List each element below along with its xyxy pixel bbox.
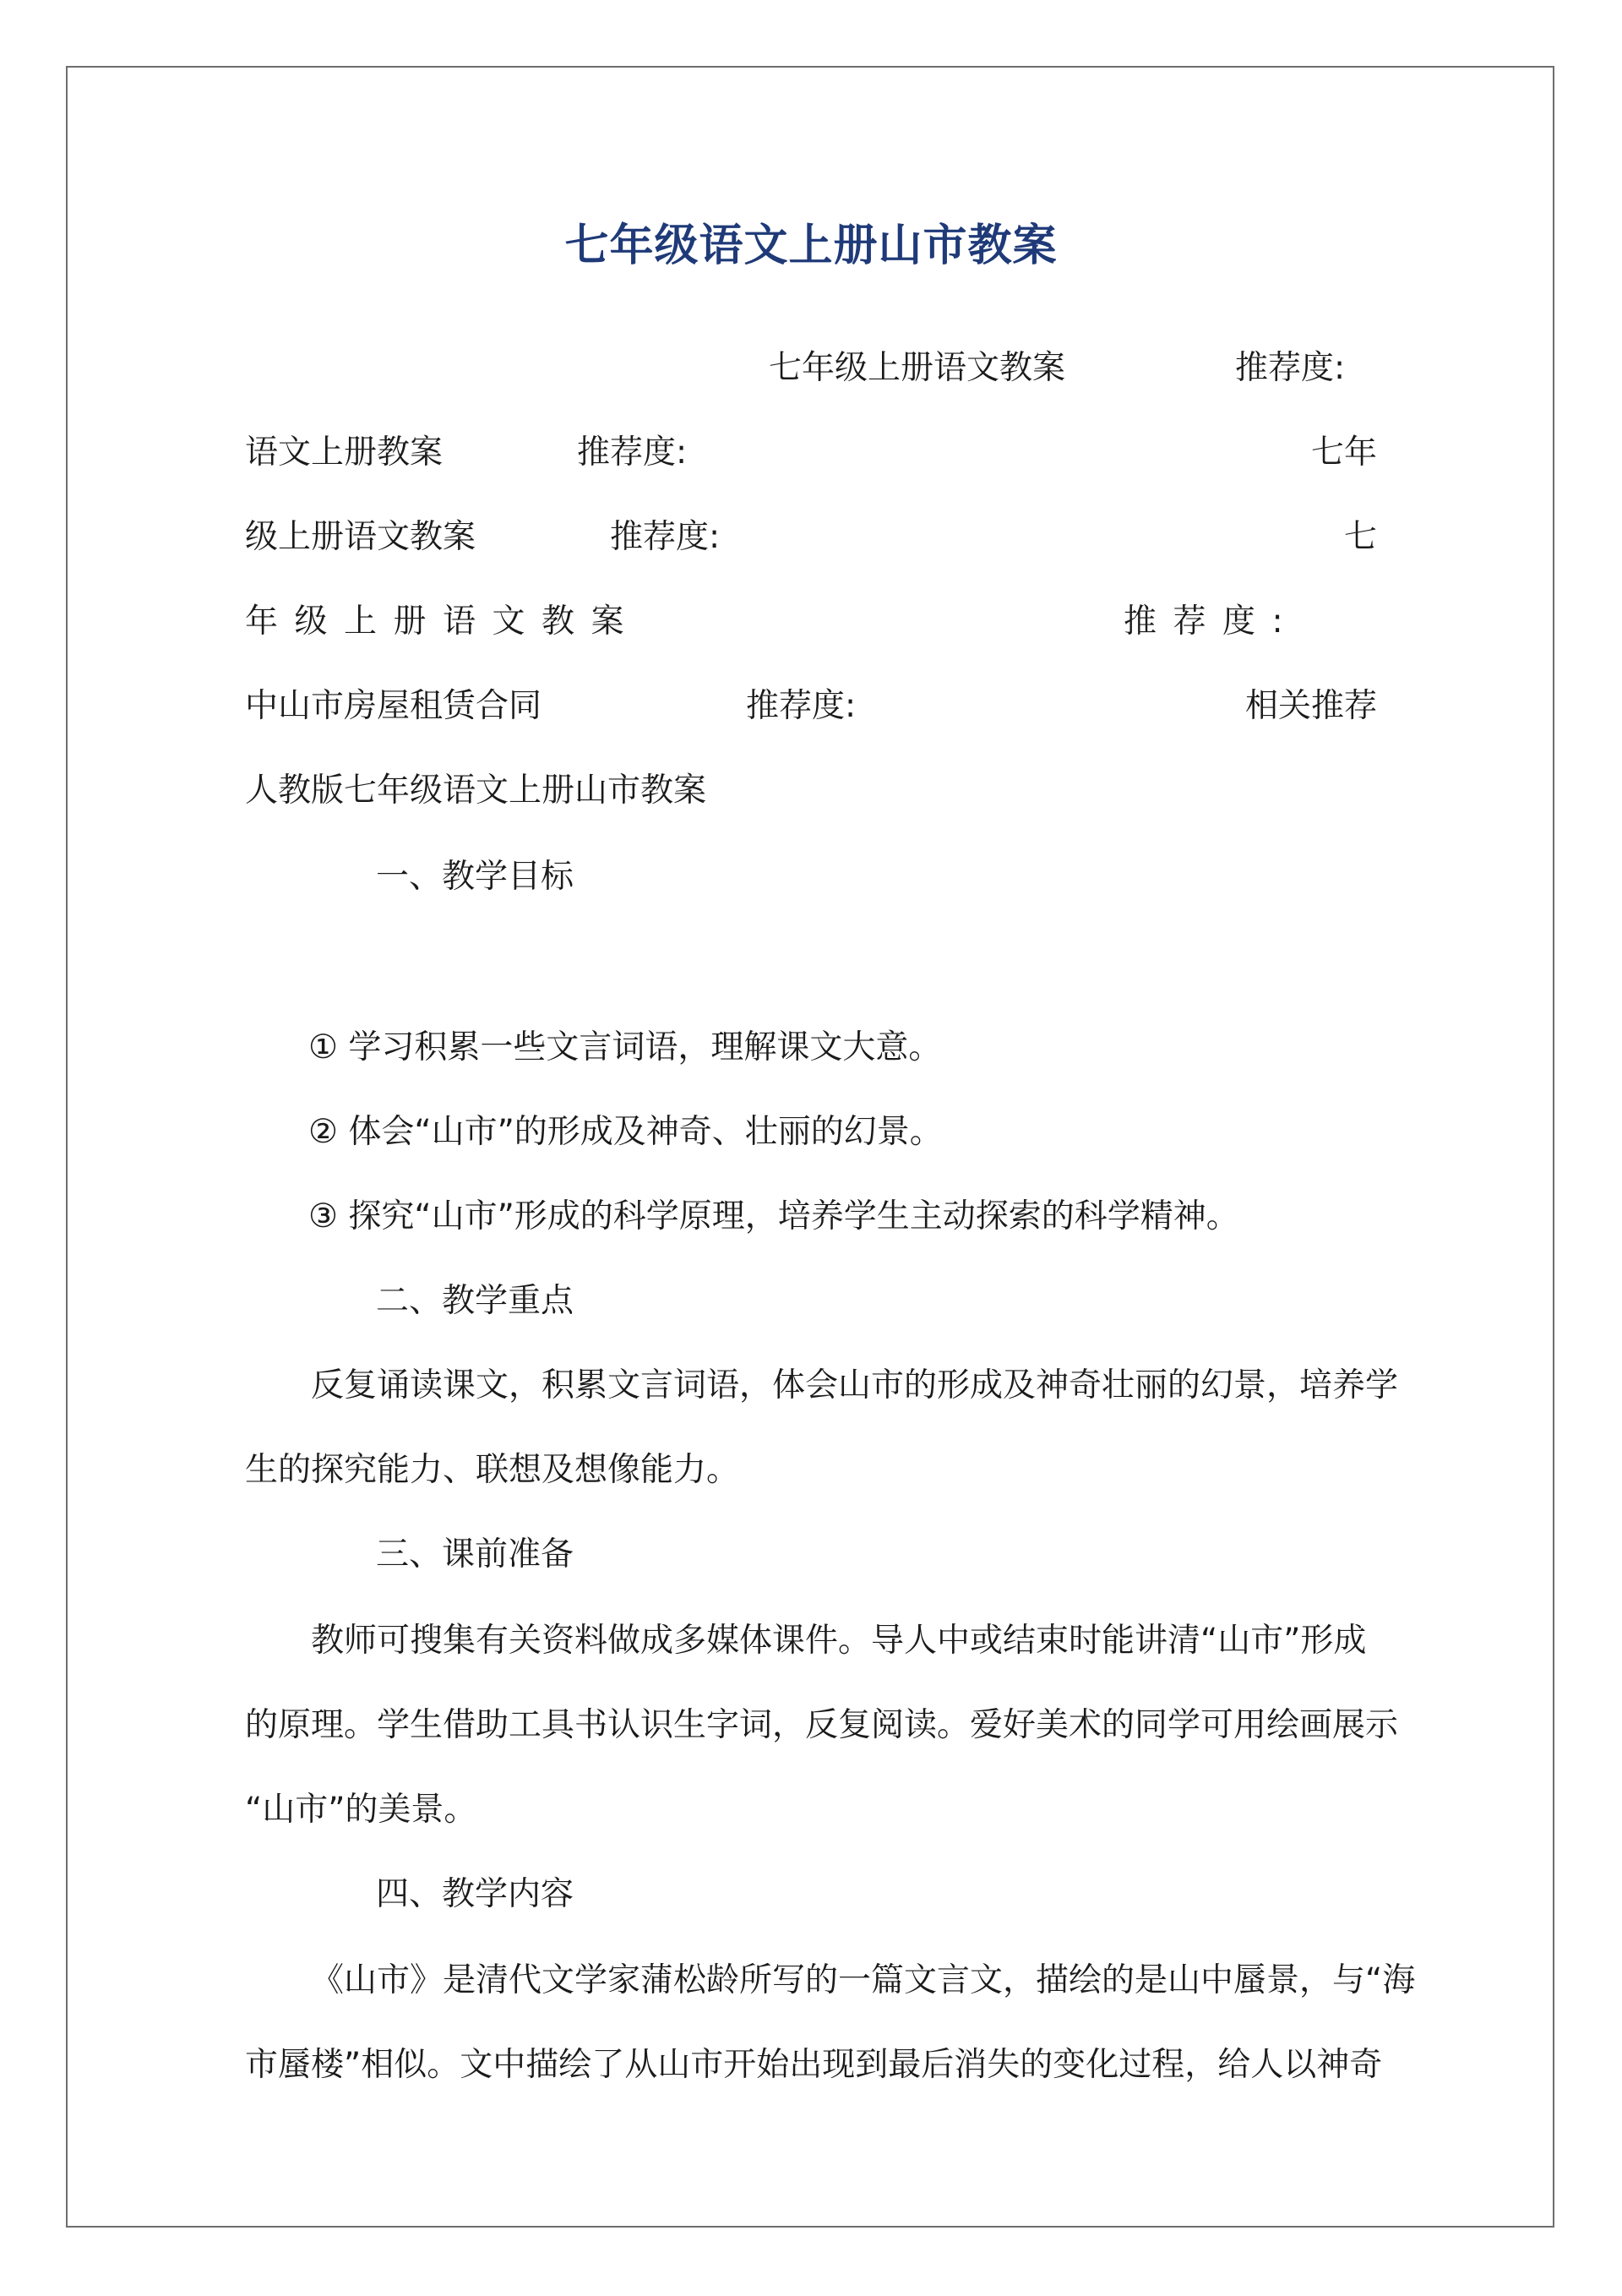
objective-item-3: ③ 探究“山市”形成的科学原理，培养学生主动探索的科学精神。 (308, 1197, 1239, 1235)
content-line-2: 市蜃楼”相似。文中描绘了从山市开始出现到最后消失的变化过程，给人以神奇 (245, 2046, 1383, 2084)
header-line-2-tail: 七年 (1310, 434, 1377, 472)
objective-item-1: ① 学习积累一些文言词语，理解课文大意。 (308, 1028, 942, 1066)
header-line-3 (245, 514, 1377, 561)
preparation-line-2: 的原理。学生借助工具书认识生字词，反复阅读。爱好美术的同学可用绘画展示 (245, 1706, 1399, 1744)
header-line-6-text: 人教版七年级语文上册山市教案 (245, 772, 707, 810)
document-title: 七年级语文上册山市教案 (564, 221, 1058, 271)
header-line-1-text: 七年级上册语文教案 (769, 349, 1066, 387)
key-points-line-1: 反复诵读课文，积累文言词语，体会山市的形成及神奇壮丽的幻景，培养学 (311, 1366, 1399, 1404)
section-heading-objectives: 一、教学目标 (376, 858, 574, 896)
objective-item-2: ② 体会“山市”的形成及神奇、壮丽的幻景。 (308, 1113, 943, 1151)
header-line-4-rating: 推荐度: (1124, 603, 1300, 641)
preparation-line-1: 教师可搜集有关资料做成多媒体课件。导人中或结束时能讲清“山市”形成 (311, 1622, 1367, 1660)
header-line-1-rating: 推荐度: (1235, 349, 1346, 387)
header-line-6 (245, 767, 1377, 815)
content-line-1: 《山市》是清代文学家蒲松龄所写的一篇文言文，描绘的是山中蜃景，与“海 (311, 1961, 1416, 1999)
header-line-5-rating: 推荐度: (746, 687, 857, 725)
header-line-3-tail: 七 (1343, 518, 1377, 556)
header-line-5 (245, 683, 1377, 730)
preparation-line-3: “山市”的美景。 (245, 1791, 477, 1829)
header-line-4 (245, 598, 1377, 646)
header-line-5-text: 中山市房屋租赁合同 (245, 687, 542, 725)
key-points-line-2: 生的探究能力、联想及想像能力。 (245, 1451, 740, 1489)
header-line-1 (245, 345, 1377, 392)
header-line-3-text: 级上册语文教案 (245, 518, 476, 556)
header-line-4-text: 年级上册语文教案 (245, 603, 641, 641)
header-line-5-tail: 相关推荐 (1244, 687, 1377, 725)
header-line-3-rating: 推荐度: (610, 518, 721, 556)
section-heading-content: 四、教学内容 (376, 1875, 574, 1913)
header-line-2-rating: 推荐度: (577, 434, 688, 472)
header-line-2-text: 语文上册教案 (245, 434, 444, 472)
section-heading-key-points: 二、教学重点 (376, 1282, 574, 1320)
section-heading-preparation: 三、课前准备 (376, 1535, 574, 1573)
header-line-2 (245, 429, 1377, 477)
